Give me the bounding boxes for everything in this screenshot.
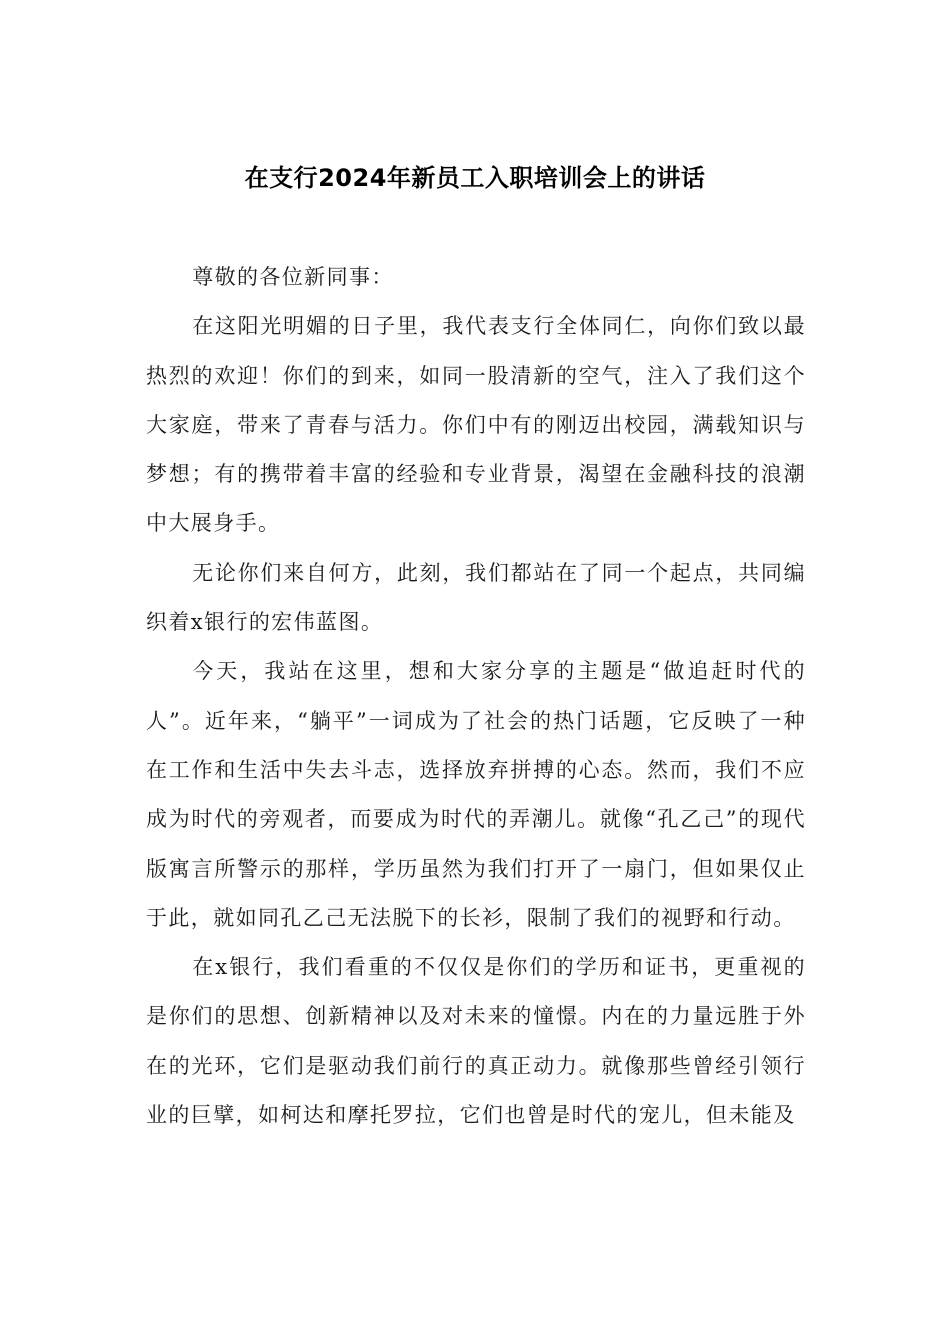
document-body <box>146 253 806 1140</box>
body-paragraph: 今天，我站在这里，想和大家分享的主题是“做追赶时代的人”。近年来，“躺平”一词成为了社会的热门话题，它反映了一种在工作和生活中失去斗志，选择放弃拼搏的心态。然而，我们不应成为时代的旁观者，而要成为时代的弄潮儿。就像“孔乙己”的现代版寓言所警示的那样，学历虽然为我们打开了一扇门，但如果仅止于此，就如同孔乙己无法脱下的长衫，限制了我们的视野和行动。 <box>146 659 806 930</box>
body-paragraph: 无论你们来自何方，此刻，我们都站在了同一个起点，共同编织着x银行的宏伟蓝图。 <box>146 560 806 635</box>
body-paragraph: 在这阳光明媚的日子里，我代表支行全体同仁，向你们致以最热烈的欢迎！你们的到来，如同一股清新的空气，注入了我们这个大家庭，带来了青春与活力。你们中有的刚迈出校园，满载知识与梦想；有的携带着丰富的经验和专业背景，渴望在金融科技的浪潮中大展身手。 <box>146 314 806 536</box>
body-paragraph: 在x银行，我们看重的不仅仅是你们的学历和证书，更重视的是你们的思想、创新精神以及对未来的憧憬。内在的力量远胜于外在的光环，它们是驱动我们前行的真正动力。就像那些曾经引领行业的巨擘，如柯达和摩托罗拉，它们也曾是时代的宠儿，但未能及 <box>146 955 806 1128</box>
salutation-paragraph: 尊敬的各位新同事： <box>192 265 394 289</box>
document-title: 在支行2024年新员工入职培训会上的讲话 <box>244 164 706 192</box>
